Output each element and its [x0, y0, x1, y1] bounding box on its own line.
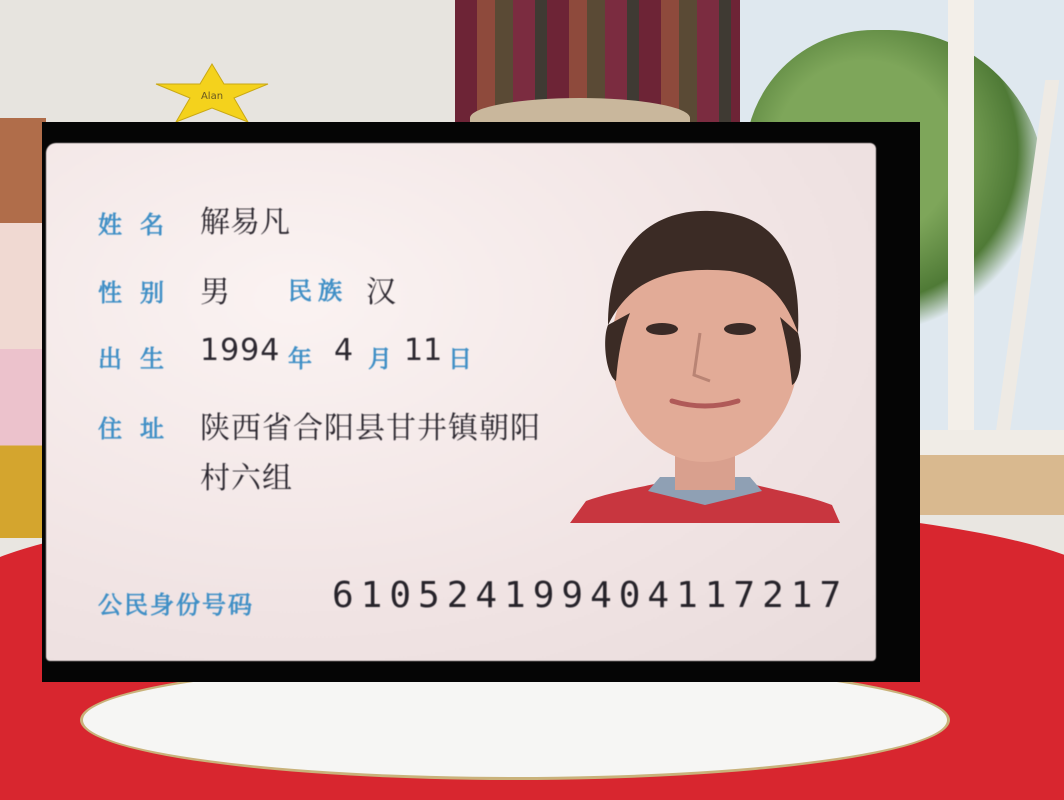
gender-label: 性别	[98, 279, 182, 307]
gender-value: 男	[200, 275, 230, 310]
address-label: 住址	[98, 415, 182, 443]
address-line2: 村六组	[200, 461, 293, 496]
name-label: 姓名	[98, 211, 182, 239]
birth-day: 11	[404, 333, 443, 368]
window-sill	[920, 430, 1064, 456]
address-line1: 陕西省合阳县甘井镇朝阳	[200, 411, 541, 446]
star-decoration-icon	[152, 62, 272, 124]
portrait-photo	[570, 205, 840, 525]
name-value: 解易凡	[200, 205, 290, 240]
month-char: 月	[368, 345, 392, 373]
star-text: Alan	[200, 91, 224, 102]
ethnicity-label: 民族	[288, 277, 348, 305]
wooden-floor	[920, 455, 1064, 515]
birth-month: 4	[334, 333, 354, 368]
window-frame	[948, 0, 974, 455]
toy-kitchen	[0, 118, 46, 538]
id-number-value: 610524199404117217	[332, 575, 849, 616]
birth-label: 出生	[98, 345, 182, 373]
day-char: 日	[448, 345, 472, 373]
year-char: 年	[288, 345, 312, 373]
ethnicity-value: 汉	[366, 275, 396, 310]
id-number-label: 公民身份号码	[98, 591, 254, 619]
birth-year: 1994	[200, 333, 281, 368]
